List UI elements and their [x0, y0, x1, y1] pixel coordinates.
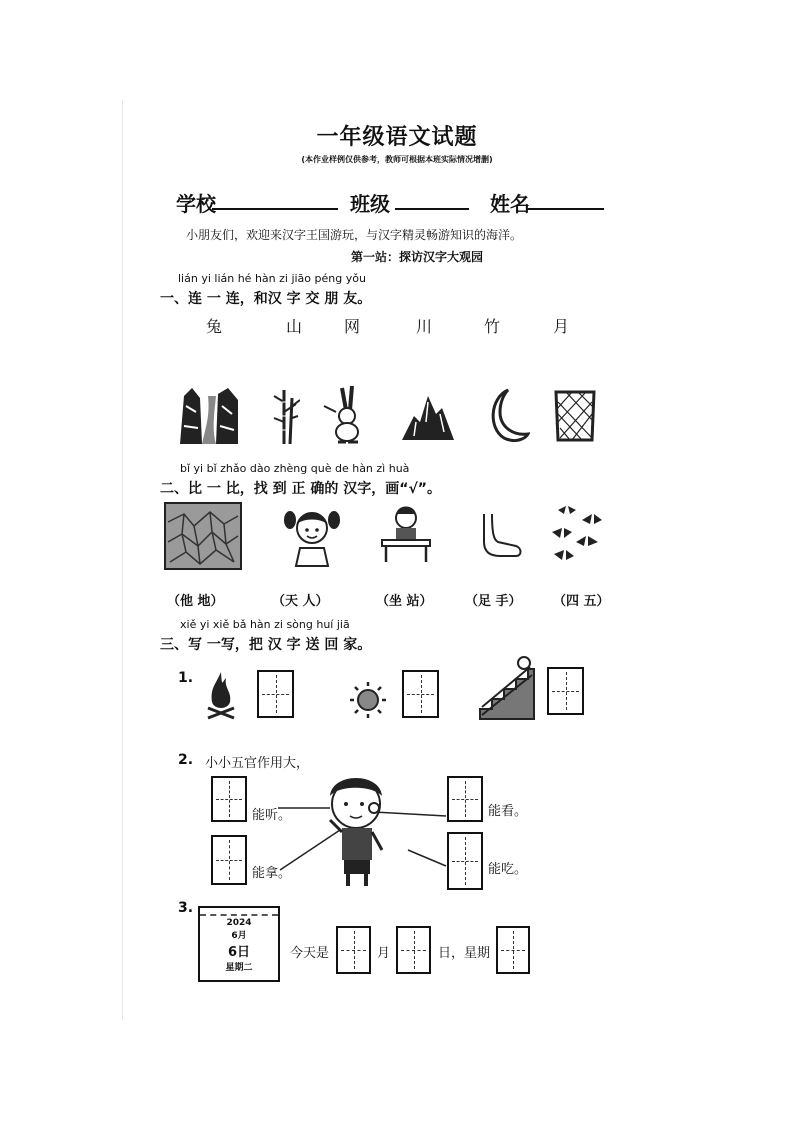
scan-margin-line	[122, 100, 123, 1020]
q3-write-box-weekday[interactable]	[496, 926, 530, 974]
ground-icon[interactable]	[164, 502, 242, 570]
q2-option-five[interactable]: （四 五）	[553, 594, 610, 609]
class-label: 班级	[350, 192, 390, 216]
q3-part1-number: 1.	[178, 670, 194, 686]
boy-figure-icon	[270, 760, 450, 890]
q1-pinyin: lián yi lián hé hàn zi jiāo péng yǒu	[178, 272, 366, 285]
foot-icon[interactable]	[476, 512, 524, 560]
mountain-icon[interactable]	[400, 392, 456, 442]
sun-icon[interactable]	[346, 680, 390, 720]
q3-write-box-month[interactable]	[336, 926, 371, 974]
q2-option-ground[interactable]: （他 地）	[167, 594, 224, 609]
name-field[interactable]	[526, 208, 604, 210]
calendar-day: 6日	[227, 945, 251, 960]
butterflies-icon[interactable]	[548, 502, 604, 568]
q3-title: 三、写 一写，把 汉 字 送 回 家。	[160, 637, 372, 653]
calendar-icon	[198, 906, 280, 982]
q2-option-person[interactable]: （天 人）	[272, 594, 329, 609]
calendar-weekday: 星期二	[225, 963, 253, 973]
q3-write-box-ear[interactable]	[211, 776, 247, 822]
net-icon[interactable]	[552, 388, 598, 444]
page-subtitle: (本作业样例仅供参考，教师可根据本班实际情况增删)	[301, 155, 493, 164]
q1-char-rabbit[interactable]: 兔	[206, 317, 223, 336]
q3-part2-number: 2.	[178, 752, 194, 768]
q3-label-hold: 能拿。	[252, 866, 292, 881]
page-title: 一年级语文试题	[316, 125, 478, 150]
station-title: 第一站：探访汉字大观园	[350, 250, 483, 264]
q3-text-weekday: 日，星期	[438, 946, 491, 961]
q3-part2-text: 小小五官作用大，	[205, 756, 310, 771]
name-label: 姓名	[490, 192, 530, 216]
q3-label-see: 能看。	[488, 804, 528, 819]
q1-char-moon[interactable]: 月	[553, 317, 570, 336]
q1-char-bamboo[interactable]: 竹	[484, 317, 501, 336]
girl-icon[interactable]	[284, 504, 340, 568]
rabbit-icon[interactable]	[320, 384, 366, 446]
q1-char-river[interactable]: 川	[416, 317, 433, 336]
q3-write-box-day[interactable]	[396, 926, 431, 974]
q3-text-today: 今天是	[290, 946, 330, 961]
q3-label-hear: 能听。	[252, 808, 292, 823]
intro-text: 小朋友们，欢迎来汉字王国游玩，与汉字精灵畅游知识的海洋。	[186, 228, 523, 242]
moon-icon[interactable]	[486, 388, 530, 442]
q3-write-box-hand[interactable]	[211, 835, 247, 885]
school-field[interactable]	[212, 208, 338, 210]
q2-option-sit[interactable]: （坐 站）	[376, 594, 433, 609]
stairs-icon[interactable]	[478, 655, 536, 721]
fire-icon[interactable]	[206, 670, 236, 720]
q2-title: 二、比 一 比，找 到 正 确的 汉字，画“√”。	[160, 481, 441, 497]
calendar-month: 6月	[231, 931, 247, 941]
q3-pinyin: xiě yi xiě bǎ hàn zi sòng huí jiā	[180, 618, 350, 631]
q1-title: 一、连 一 连，和汉 字 交 朋 友。	[160, 291, 372, 307]
river-gorge-icon[interactable]	[178, 386, 240, 446]
q3-write-box-mouth[interactable]	[447, 832, 483, 890]
q3-write-box-fire[interactable]	[257, 670, 294, 718]
q3-text-month: 月	[377, 946, 391, 961]
bamboo-icon[interactable]	[272, 386, 300, 446]
school-label: 学校	[176, 192, 216, 216]
q3-write-box-sun[interactable]	[402, 670, 439, 718]
calendar-year: 2024	[226, 918, 252, 928]
q1-char-mountain[interactable]: 山	[286, 317, 303, 336]
q1-char-net[interactable]: 网	[344, 317, 361, 336]
q3-write-box-stairs[interactable]	[547, 667, 584, 715]
q2-option-foot[interactable]: （足 手）	[465, 594, 522, 609]
q3-write-box-eye[interactable]	[447, 776, 483, 822]
sitting-boy-icon[interactable]	[378, 502, 434, 564]
q3-label-eat: 能吃。	[488, 862, 528, 877]
q3-part3-number: 3.	[178, 900, 194, 916]
class-field[interactable]	[395, 208, 469, 210]
q2-pinyin: bǐ yi bǐ zhǎo dào zhèng què de hàn zì huà	[180, 462, 410, 475]
